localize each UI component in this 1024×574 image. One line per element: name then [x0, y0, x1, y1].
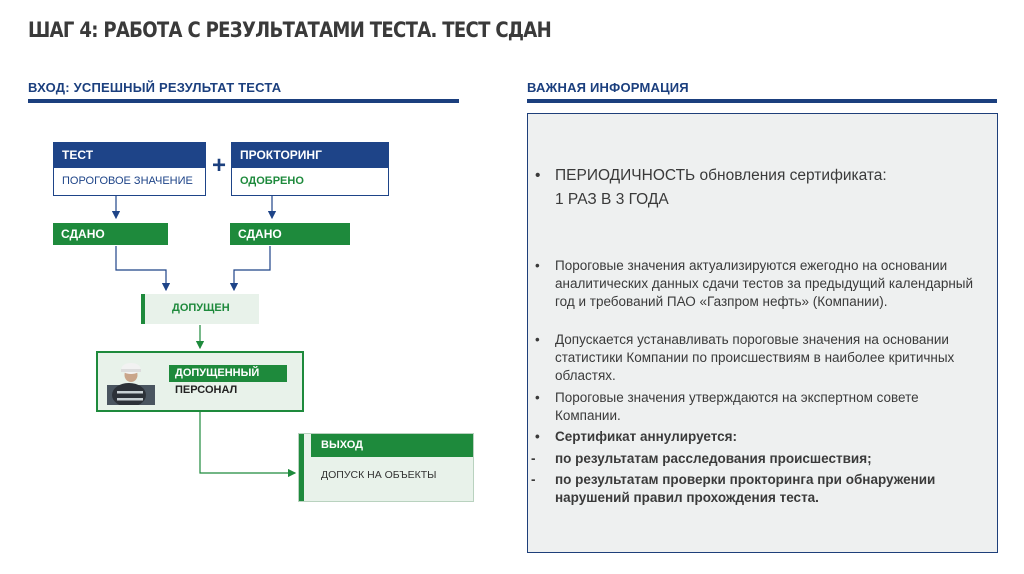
cancel-reason-text: по результатам расследования происшествия;: [555, 451, 872, 466]
info-point-text: Пороговые значения актуализируются ежегодно на основании аналитических данных сдачи тестов за предыдущий календарный год и требований ПАО «Газпром нефть» (Компании).: [555, 258, 974, 309]
info-box: [527, 113, 998, 553]
proctoring-box-title: ПРОКТОРИНГ: [232, 143, 388, 168]
connector-passed-right-admitted: [234, 246, 270, 290]
admitted-accent: [141, 294, 145, 324]
info-point-text: Допускается устанавливать пороговые значения на основании статистики Компании по происшествиям в наиболее критичных областях.: [555, 332, 955, 383]
proctoring-box-value: ОДОБРЕНО: [240, 175, 304, 187]
test-box-value: ПОРОГОВОЕ ЗНАЧЕНИЕ: [62, 175, 193, 187]
output-title: ВЫХОД: [311, 434, 473, 457]
output-accent: [299, 434, 304, 501]
output-value: ДОПУСК НА ОБЪЕКТЫ: [321, 469, 437, 481]
connector-passed-left-admitted: [116, 246, 166, 290]
connector-personnel-output: [200, 410, 295, 473]
cancel-title: Сертификат аннулируется:: [555, 429, 738, 444]
cancel-reason-2: [531, 471, 987, 507]
periodicity-value: 1 РАЗ В 3 ГОДА: [555, 191, 669, 208]
input-heading: ВХОД: УСПЕШНЫЙ РЕЗУЛЬТАТ ТЕСТА: [28, 80, 282, 95]
info-point-2: [535, 331, 987, 385]
output-box: [298, 433, 474, 502]
admitted-label: ДОПУЩЕН: [172, 302, 230, 314]
personnel-label-line1: ДОПУЩЕННЫЙ: [169, 365, 287, 382]
test-box-title: ТЕСТ: [54, 143, 205, 168]
bullet: •: [535, 332, 540, 347]
info-point-1: [535, 257, 987, 311]
cancel-reason-1: [531, 450, 987, 468]
periodicity: [535, 164, 975, 212]
personnel-label-line2: ПЕРСОНАЛ: [175, 384, 238, 396]
passed-right-bar: СДАНО: [230, 223, 350, 245]
plus-sign: +: [212, 152, 227, 179]
test-box: [53, 142, 206, 196]
periodicity-label: ПЕРИОДИЧНОСТЬ обновления сертификата:: [555, 167, 887, 184]
info-heading: ВАЖНАЯ ИНФОРМАЦИЯ: [527, 80, 689, 95]
proctoring-box: [231, 142, 389, 196]
bullet: •: [535, 390, 540, 405]
info-point-3: [535, 389, 987, 425]
info-point-text: Пороговые значения утверждаются на экспертном совете Компании.: [555, 390, 919, 423]
cancel-title-item: [535, 428, 987, 446]
dash: -: [531, 451, 536, 466]
bullet: •: [535, 258, 540, 273]
dash: -: [531, 472, 536, 487]
bullet: •: [535, 167, 541, 184]
cancel-reason-text: по результатам проверки прокторинга при обнаружении нарушений правил прохождения теста.: [555, 472, 936, 505]
bullet: •: [535, 429, 540, 444]
admitted-box: [141, 294, 259, 324]
worker-icon: [107, 357, 155, 405]
personnel-box: [96, 351, 304, 412]
passed-left-bar: СДАНО: [53, 223, 168, 245]
slide-title: ШАГ 4: РАБОТА С РЕЗУЛЬТАТАМИ ТЕСТА. ТЕСТ СДАН: [28, 18, 552, 42]
